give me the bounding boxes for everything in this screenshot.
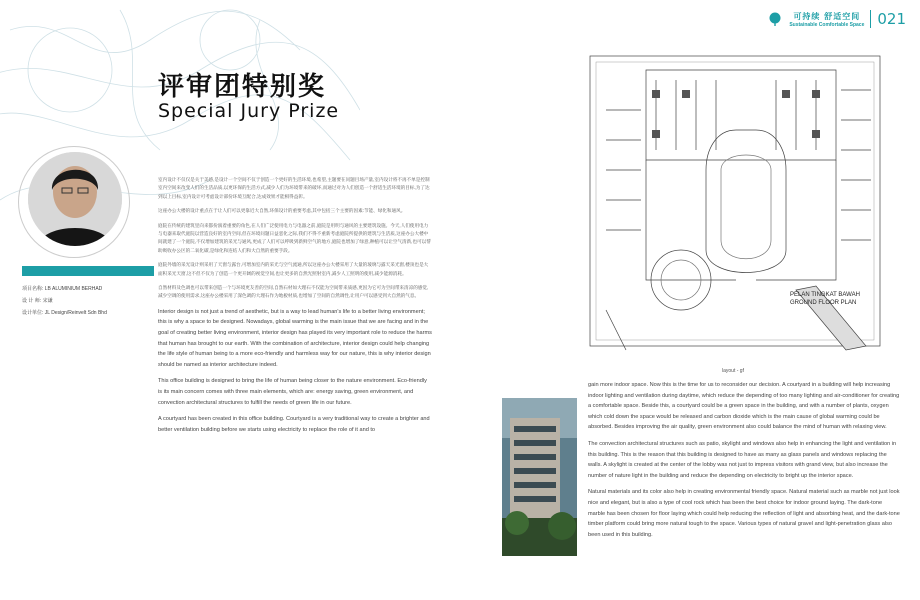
designer-portrait	[28, 152, 122, 246]
page-header	[767, 10, 906, 28]
meta-value: 宋谦	[42, 298, 53, 304]
header-divider	[870, 10, 871, 28]
cn-paragraph: 庭院在传统的建筑里向来都扮演着重要的角色,在人们广泛使用电力与电器之前,庭院是用明与通风的主要建筑设施。今天,人们使用电力与电器来取代庭院以营造良好的室内空间,但在环境问题日益恶化之际,我们不得不重新考虑庭院所提供的建筑与生活质,这座办公大楼中间就建了一个庭院,不仅增加建筑的采光与通风,更成了人们可以呼吸到新鲜空气的地方,庭院也增加了绿意,种植可以让空气清新,也可以帮助吸收办公区的二氧化碳,是绿化和连结人们和大自然的重要手段。	[158, 222, 431, 253]
plan-label-line2: GROUND FLOOR PLAN	[790, 300, 857, 306]
cn-paragraph: 这座办公大楼的设计重点在于让人们可以更靠近大自然,环保设计的重要考虑,其中包括三个主要的因素:节能、绿化和通风。	[158, 208, 406, 214]
page-number: 021	[877, 10, 906, 28]
building-photo	[502, 398, 577, 556]
brand-block	[789, 11, 864, 28]
en-paragraph: This office building is designed to bring the life of human being closer to the nature environment. Eco-friendly is its main concern comes with three main elements, which are: energy saving, green environment, and convection architectural structures to fulfill the needs of green life in our future.	[158, 378, 427, 406]
meta-row-company	[22, 307, 107, 319]
page-title-en: Special Jury Prize	[158, 100, 340, 122]
page-title-cn: 评审团特别奖	[158, 72, 327, 102]
en-paragraph: Natural materials and its color also help in creating environmental friendly space. Natural material such as marble not just look nice and elegant, but is also a type of cool rock which has been the best choice for indoor ground laying. The dark-tone marble has been chosen for floor laying which could help reducing the reflection of light and absorbing heat, and the dark-tone timber platform could bring more natural tough to the space. Various types of natural gravel and light-penetration glass also been used in this building.	[588, 489, 900, 538]
cn-paragraph: 庭院外墙的采光设计则采用了天窗与露台,可增加室内的采光与空气流通,所以这座办公大楼采用了大量的玻璃与露天采光窗,楼顶也是大面积采光天窗,这不但不仅为了创造一个更开阔的视觉空间,也让更多的自然光照射室内,减少人工照明的使用,减少能源消耗。	[158, 262, 429, 276]
meta-label: 设计单位:	[22, 310, 44, 316]
cn-paragraph: 室内设计不仅仅是关于美感,是设计一个空间不仅于创造一个更好的生活环境,也希望,主题要在问题目场产量,室内设计将不再不单是控制室内空间来改变人们的生活品质,以更环保的生活方式,减少人们为环境带来的破坏,而通过对为人们创造一个舒适生活环境的目标,为了达到以上目标,室内设计可考虑设计部份环境互配合,达成效果才能相得益彰。	[158, 177, 430, 199]
en-paragraph: Interior design is not just a trend of aesthetic, but is a way to lead human's life to a better living environment; this is why a space to be designed. Nowadays, global warming is the main issue that we are facing and in the goal of creating better living environment, interior design has played its very important role to reduce the harms that human has brought to our earth. With the combination of architecture, interior design could help changing the life style of human being to a more eco-friendly and harmless way for our nature, this is why interior design should be named as interior architecture indeed.	[158, 308, 432, 368]
en-paragraph: The convection architectural structures such as patio, skylight and windows also help in enhancing the light and ventilation in this building. This is the reason that this building is designed to have as many as glass panels and windows replacing the walls. A skylight is created at the center of the lobby was not just to impress visitors with grand view, but also increase the number of nature light in the building and reduce the depending on electricity to bright up the interior space.	[588, 440, 897, 479]
portrait-illustration	[28, 152, 122, 246]
right-text-column	[588, 380, 900, 546]
brand-title-en: Sustainable Comfortable Space	[789, 21, 865, 28]
project-meta	[22, 283, 107, 319]
meta-value: LB ALUMINIUM BERHAD	[44, 286, 103, 292]
meta-row-designer	[22, 295, 107, 307]
meta-value: JL Design/Reinvelt Sdn Bhd	[44, 310, 107, 316]
floor-plan-drawing	[586, 50, 884, 358]
brand-title-cn: 可持续 舒适空间	[793, 10, 861, 21]
en-paragraph: gain more indoor space. Now this is the time for us to reconsider our decision. A courtyard in a building will help increasing indoor lighting and ventilation during daytime, which reduce the depending of too many lighting and air-conditioner for creating a comfortable space. Beside this, a courtyard could be a green space in the building, and with a number of plants, oxygen which cold down the space would be released and carbon dioxide which is the main cause of global warming could be absorbed. Besides improving the air quality, green environment also could balance the mind of human with relaxing view.	[588, 382, 900, 431]
plan-caption: layout - gf	[722, 368, 744, 374]
tree-logo-icon	[767, 12, 783, 26]
meta-row-project	[22, 283, 107, 295]
en-paragraph: A courtyard has been created in this office building. Courtyard is a very traditional way to create a brighter and better ventilation building before we starts using electricity to replace the role of it and to	[158, 416, 430, 433]
meta-label: 项目名称:	[22, 286, 44, 292]
meta-label: 设 计 师:	[22, 298, 42, 304]
accent-bar	[22, 266, 154, 276]
left-text-column	[158, 176, 432, 441]
plan-label-line1: PELAN TINGKAT BAWAH	[790, 292, 860, 298]
cn-paragraph: 自然材料及色调也可以带来创造一个与环境更友善的空间,自然石材如大理石不仅能为空间带来质感,更因为它可为空间带来清凉的感觉,减少空调的使用需求,这座办公楼采用了深色调的大理石作为地板材质,也增加了空间的自然调性,让用户可以感受到大自然的气息。	[158, 285, 429, 299]
